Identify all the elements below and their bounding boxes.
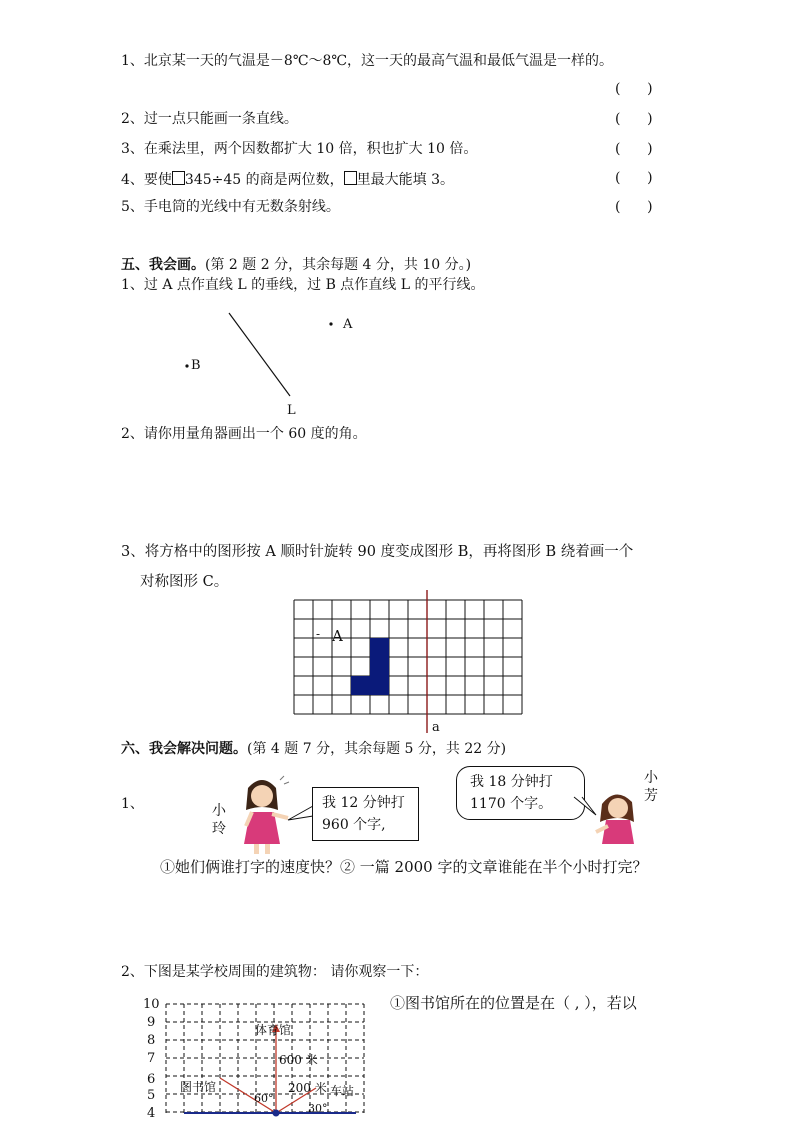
answer-paren-3[interactable]: ( ) [615, 141, 653, 157]
name-xiaoling-1: 小 [212, 803, 226, 819]
point-b-label: B [191, 358, 201, 373]
section-5-scoring: (第 2 题 2 分，其余每题 4 分，共 10 分。) [205, 257, 472, 273]
section-6-scoring: (第 4 题 7 分，其余每题 5 分，共 22 分) [247, 741, 507, 757]
solve-q1-number: 1、 [121, 796, 144, 812]
map-label-30deg: 30° [308, 1102, 328, 1115]
bubble-1-line2: 960 个字, [322, 817, 386, 833]
answer-paren-1[interactable]: ( ) [615, 81, 653, 97]
answer-paren-5[interactable]: ( ) [615, 199, 653, 215]
name-xiaofang-2: 芳 [644, 788, 658, 804]
name-xiaoling-2: 玲 [212, 821, 226, 837]
map-label-600m: 600 米 [279, 1053, 318, 1067]
judge-q5: 5、手电筒的光线中有无数条射线。 [121, 199, 340, 215]
draw-q2: 2、请你用量角器画出一个 60 度的角。 [121, 426, 367, 442]
school-point [273, 1110, 280, 1117]
section-5-title: 五、我会画。 [121, 257, 205, 273]
name-xiaofang-1: 小 [644, 770, 658, 786]
map-label-200m: 200 米 [288, 1081, 327, 1095]
grid-axis-label: a [432, 720, 440, 735]
map-label-60deg: 60° [254, 1092, 274, 1105]
solve-q1-questions: ①她们俩谁打字的速度快？② 一篇 2000 字的文章谁能在半个小时打完？ [160, 858, 648, 876]
map-y-tick-6: 6 [147, 1072, 156, 1087]
draw-q3-line2: 对称图形 C。 [140, 574, 229, 590]
judge-q4-part-b: 345÷45 的商是两位数， [184, 172, 344, 188]
bubble-1-line1: 我 12 分钟打 [322, 795, 405, 811]
answer-paren-2[interactable]: ( ) [615, 111, 653, 127]
judge-q2: 2、过一点只能画一条直线。 [121, 111, 298, 127]
judge-q1: 1、北京某一天的气温是－8℃～8℃，这一天的最高气温和最低气温是一样的。 [121, 53, 614, 69]
solve-q2: 2、下图是某学校周围的建筑物： 请你观察一下： [121, 964, 429, 980]
judge-q4-part-c: 里最大能填 3。 [356, 172, 454, 188]
draw-q1: 1、过 A 点作直线 L 的垂线，过 B 点作直线 L 的平行线。 [121, 277, 485, 293]
map-label-library: 图书馆 [180, 1080, 217, 1094]
map-y-tick-10: 10 [143, 997, 160, 1012]
bubble-2-line2: 1170 个字。 [470, 796, 553, 812]
judge-q4-part-a: 4、要使 [121, 172, 172, 188]
point-a-label: A [343, 317, 353, 332]
section-6-title: 六、我会解决问题。 [121, 741, 247, 757]
map-label-gym: 体育馆 [255, 1023, 292, 1037]
judge-q3: 3、在乘法里，两个因数都扩大 10 倍，积也扩大 10 倍。 [121, 141, 478, 157]
line-l-label: L [287, 403, 296, 418]
draw-q3-line1: 3、将方格中的图形按 A 顺时针旋转 90 度变成图形 B，再将图形 B 绕着画一个 [121, 544, 634, 560]
map-label-station: 车站 [330, 1084, 355, 1098]
grid-label-a: A [332, 627, 343, 645]
solve-q2-sub: ①图书馆所在的位置是在（ , ），若以 [390, 994, 637, 1012]
map-y-tick-8: 8 [147, 1033, 156, 1048]
map-y-tick-5: 5 [147, 1088, 156, 1103]
bubble-2-line1: 我 18 分钟打 [470, 774, 553, 790]
map-y-tick-4: 4 [147, 1106, 156, 1121]
answer-paren-4[interactable]: ( ) [615, 170, 653, 186]
grid-dash-mark: - [316, 627, 321, 641]
map-y-tick-9: 9 [147, 1015, 156, 1030]
map-y-tick-7: 7 [147, 1051, 156, 1066]
